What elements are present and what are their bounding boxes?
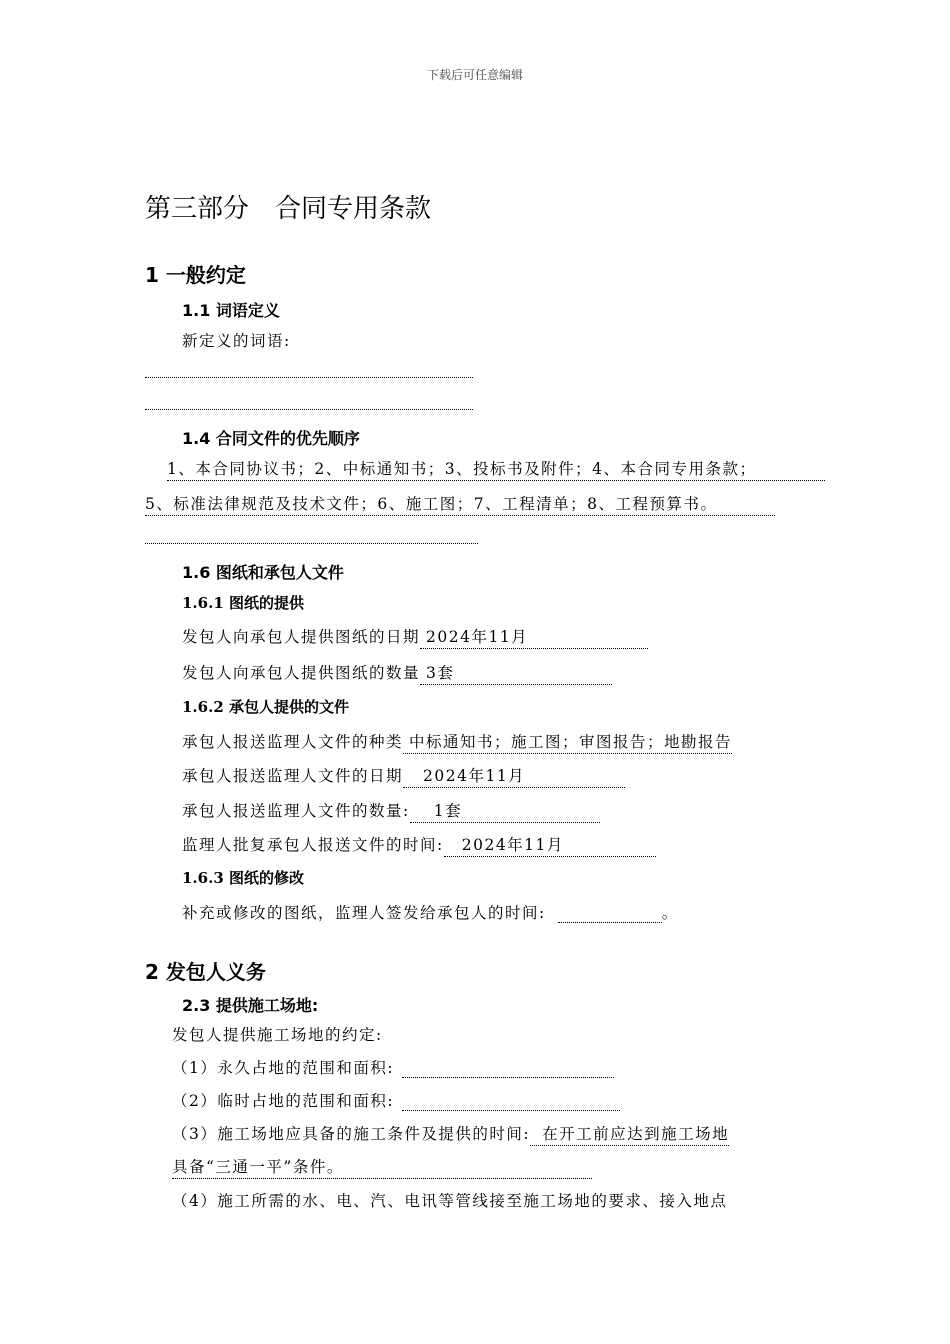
section-1-4-heading: 1.4 合同文件的优先顺序	[182, 429, 360, 448]
doc-qty-label: 承包人报送监理人文件的数量:	[182, 802, 410, 820]
site-item-3-value-b: 具备“三通一平”条件。	[172, 1155, 592, 1179]
site-item-3-label: （3）施工场地应具备的施工条件及提供的时间:	[172, 1125, 531, 1143]
blank-line	[145, 377, 473, 378]
section-1-1-label: 新定义的词语:	[182, 332, 291, 350]
site-item-1-blank	[402, 1060, 614, 1078]
reply-time-label: 监理人批复承包人报送文件的时间:	[182, 836, 444, 854]
section-1-1-heading: 1.1 词语定义	[182, 301, 280, 320]
doc-qty-value: 1套	[410, 799, 600, 823]
site-item-2: （2）临时占地的范围和面积:	[172, 1092, 395, 1110]
doc-type-label: 承包人报送监理人文件的种类	[182, 733, 404, 751]
drawing-date-label: 发包人向承包人提供图纸的日期	[182, 628, 421, 646]
section-2-3-heading: 2.3 提供施工场地:	[182, 996, 319, 1015]
page-header: 下载后可任意编辑	[426, 68, 523, 82]
drawing-date-value: 2024年11月	[420, 625, 648, 649]
section-1-6-heading: 1.6 图纸和承包人文件	[182, 563, 344, 582]
priority-line-1: 1、本合同协议书；2、中标通知书；3、投标书及附件；4、本合同专用条款；	[167, 457, 825, 481]
doc-date-label: 承包人报送监理人文件的日期	[182, 767, 404, 785]
reply-time-value: 2024年11月	[444, 833, 656, 857]
site-item-1: （1）永久占地的范围和面积:	[172, 1059, 395, 1077]
section-1-heading: 1 一般约定	[145, 263, 246, 287]
revision-time-end: 。	[661, 904, 679, 922]
drawing-qty-label: 发包人向承包人提供图纸的数量	[182, 664, 421, 682]
site-item-3-value-a: 在开工前应达到施工场地	[530, 1122, 729, 1146]
site-item-4: （4）施工所需的水、电、汽、电讯等管线接至施工场地的要求、接入地点	[172, 1192, 728, 1210]
priority-line-2: 5、标准法律规范及技术文件；6、施工图；7、工程清单；8、工程预算书。	[145, 492, 775, 516]
section-1-6-3-heading: 1.6.3 图纸的修改	[182, 869, 304, 887]
site-item-2-blank	[402, 1093, 620, 1111]
drawing-qty-value: 3套	[420, 661, 612, 685]
blank-line	[145, 543, 478, 544]
section-2-heading: 2 发包人义务	[145, 960, 266, 984]
doc-date-value: 2024年11月	[403, 764, 625, 788]
section-1-6-2-heading: 1.6.2 承包人提供的文件	[182, 698, 349, 716]
revision-time-blank	[558, 905, 662, 923]
site-intro: 发包人提供施工场地的约定:	[172, 1026, 383, 1044]
doc-type-value: 中标通知书；施工图；审图报告；地勘报告	[403, 730, 732, 754]
page-title: 第三部分 合同专用条款	[145, 194, 432, 224]
revision-time-label: 补充或修改的图纸，监理人签发给承包人的时间:	[182, 904, 546, 922]
section-1-6-1-heading: 1.6.1 图纸的提供	[182, 594, 304, 612]
blank-line	[145, 409, 473, 410]
